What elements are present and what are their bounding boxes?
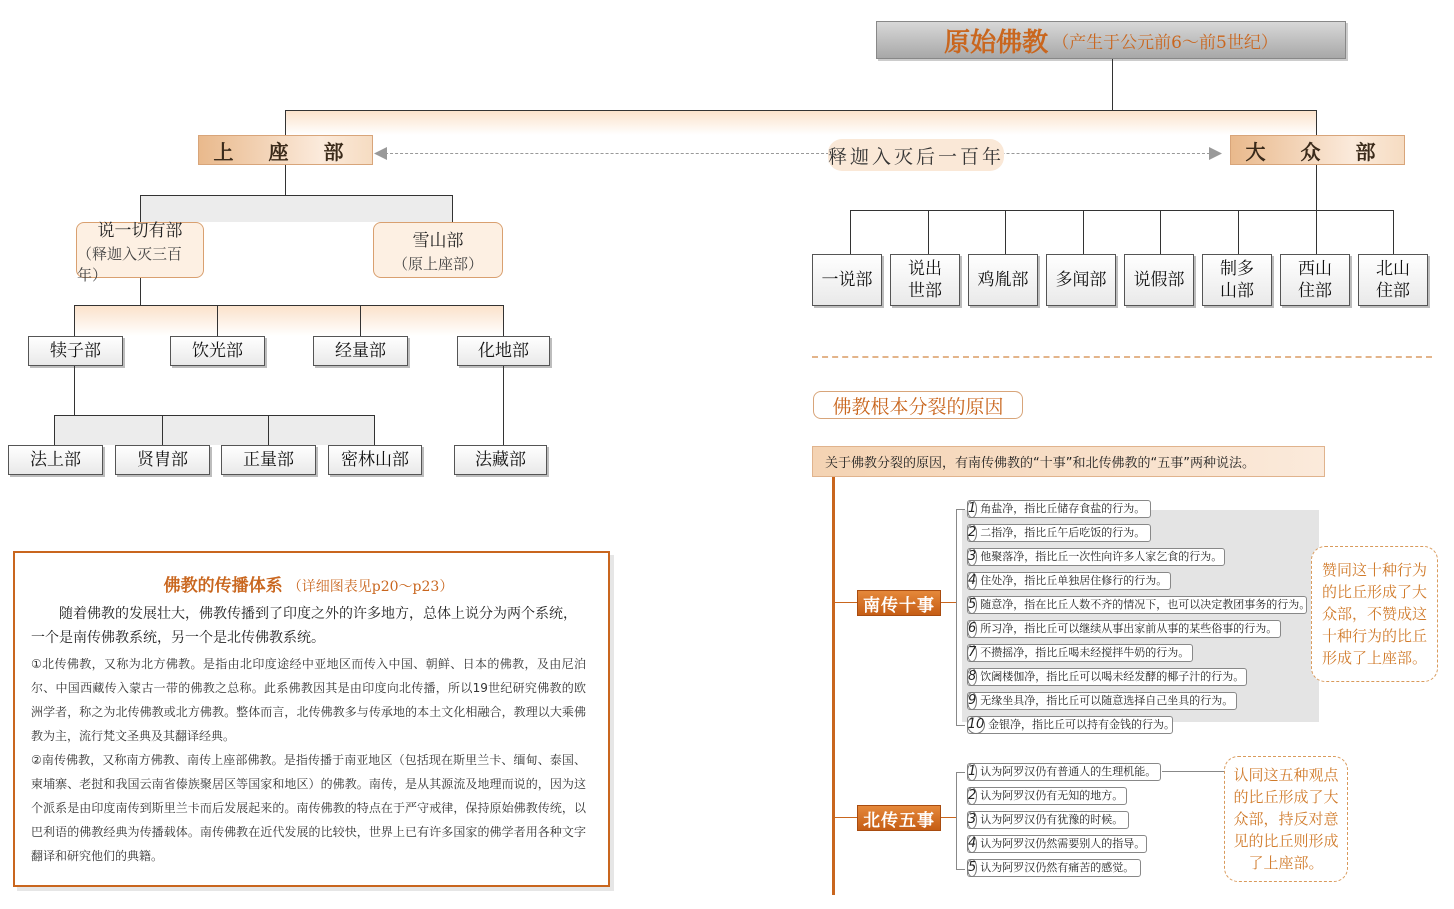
south-connector — [941, 602, 956, 603]
south-item: 6 所习净，指比丘可以继续从事出家前从事的某些俗事的行为。 — [967, 620, 1281, 638]
sammatiya-box: 正量部 — [221, 445, 316, 475]
number-badge: 2 — [968, 788, 977, 803]
connector — [850, 210, 1393, 211]
connector — [1316, 165, 1317, 210]
connector — [928, 210, 929, 254]
sautrantika-box: 经量部 — [313, 336, 408, 366]
connector — [1005, 210, 1006, 254]
info-box — [13, 551, 610, 887]
uttarasaila-box: 北山住部 — [1358, 254, 1428, 306]
south-item: 5 随意净，指在比丘人数不齐的情况下，也可以决定教团事务的行为。 — [968, 597, 1311, 612]
lokottaravada-box: 说出世部 — [890, 254, 960, 306]
split-label: 释迦入灭后一百年 — [828, 139, 1004, 171]
section-divider — [812, 356, 1432, 358]
split-arrow — [375, 153, 1220, 154]
number-badge: 2 — [968, 525, 977, 540]
connector — [1112, 59, 1113, 110]
number-badge: 1 — [968, 501, 977, 516]
connector — [452, 195, 453, 223]
sannagarika-box: 密林山部 — [328, 445, 422, 475]
haimavata-box: 雪山部 （原上座部） — [373, 222, 503, 278]
number-badge: 5 — [968, 860, 977, 875]
connector — [285, 165, 286, 195]
connector — [217, 305, 218, 336]
info-intro: 随着佛教的发展壮大，佛教传播到了印度之外的许多地方，总体上说分为两个系统，一个是南传佛教系统，另一个是北传佛教系统。 — [31, 606, 577, 646]
connector — [1238, 210, 1239, 254]
number-badge: 9 — [968, 693, 977, 708]
connector — [360, 305, 361, 336]
ekavyavaharika-box: 一说部 — [812, 254, 882, 306]
number-badge: 8 — [968, 669, 977, 684]
info-title-note: （详细图表见p20～p23） — [287, 579, 454, 595]
connector-band — [75, 306, 503, 336]
number-badge: 4 — [968, 836, 977, 851]
south-item: 2 二指净，指比丘午后吃饭的行为。 — [967, 524, 1151, 542]
south-item: 10 金银净，指比丘可以持有金钱的行为。 — [967, 717, 1175, 732]
aparasaila-box: 西山住部 — [1280, 254, 1350, 306]
number-badge: 1 — [968, 764, 977, 779]
south-label: 南传十事 — [857, 590, 941, 616]
kasyapiya-box: 饮光部 — [170, 336, 265, 366]
north-bracket — [956, 772, 965, 870]
north-connector — [941, 817, 956, 818]
connector — [74, 366, 75, 415]
number-badge: 6 — [968, 621, 977, 636]
arrow-right-icon — [1208, 147, 1222, 160]
mahisasaka-box: 化地部 — [457, 336, 550, 366]
connector — [268, 415, 269, 445]
north-item: 2 认为阿罗汉仍有无知的地方。 — [967, 787, 1127, 805]
prajnaptivada-box: 说假部 — [1124, 254, 1194, 306]
connector-band — [55, 416, 374, 445]
south-item: 8 饮阇楼伽净，指比丘可以喝未经发酵的椰子汁的行为。 — [967, 668, 1247, 686]
north-label: 北传五事 — [857, 805, 941, 831]
connector — [850, 210, 851, 254]
north-connector — [1162, 771, 1224, 772]
connector — [1083, 210, 1084, 254]
info-title: 佛教的传播体系 — [163, 576, 283, 596]
connector — [503, 305, 504, 336]
connector — [285, 110, 286, 136]
south-item: 4 住处净，指比丘单独居住修行的行为。 — [967, 572, 1171, 590]
connector — [1160, 210, 1161, 254]
caitika-box: 制多山部 — [1202, 254, 1272, 306]
mahasamghika-box: 大 众 部 — [1230, 135, 1405, 165]
north-note: 认同这五种观点的比丘形成了大众部，持反对意见的比丘则形成了上座部。 — [1224, 756, 1348, 882]
causes-spine — [832, 477, 835, 895]
north-item: 1 认为阿罗汉仍有普通人的生理机能。 — [967, 763, 1161, 781]
connector — [1316, 210, 1317, 254]
south-item: 7 不攒摇净，指比丘喝未经搅拌牛奶的行为。 — [967, 644, 1193, 662]
south-item: 9 无缘坐具净，指比丘可以随意选择自己坐具的行为。 — [967, 692, 1237, 710]
info-title-row — [31, 571, 586, 596]
root-title: 原始佛教 — [944, 27, 1049, 58]
south-connector — [835, 602, 857, 603]
root-box — [876, 21, 1346, 59]
connector — [503, 366, 504, 445]
info-north: ①北传佛教，又称为北方佛教。是指由北印度途经中亚地区而传入中国、朝鲜、日本的佛教，及由尼泊尔、中国西藏传入蒙古一带的佛教之总称。此系佛教因其是由印度向北传播，所以19世纪研究佛教的欧洲学者，称之为北传佛教或北方佛教。整体而言，北传佛教多与传承地的本土文化相融合，教理以大乘佛教为主，流行梵文圣典及其翻译经典。 — [31, 657, 586, 743]
north-item: 5 认为阿罗汉仍然有痛苦的感觉。 — [967, 859, 1141, 877]
dharmaguptaka-box: 法藏部 — [454, 445, 547, 475]
number-badge: 4 — [968, 573, 977, 588]
causes-intro: 关于佛教分裂的原因，有南传佛教的“十事”和北传佛教的“五事”两种说法。 — [812, 446, 1325, 477]
theravada-box: 上 座 部 — [198, 135, 373, 165]
south-item: 1 角盐净，指比丘储存食盐的行为。 — [967, 500, 1151, 518]
number-badge: 7 — [968, 645, 977, 660]
kukkutika-box: 鸡胤部 — [968, 254, 1038, 306]
vatsiputriya-box: 犊子部 — [28, 336, 123, 366]
bahusrutiya-box: 多闻部 — [1046, 254, 1116, 306]
root-subtitle: （产生于公元前6～前5世纪） — [1052, 32, 1278, 53]
north-item: 3 认为阿罗汉仍有犹豫的时候。 — [967, 811, 1129, 829]
dharmottariya-box: 法上部 — [8, 445, 103, 475]
connector — [1393, 210, 1394, 254]
connector — [374, 415, 375, 445]
connector-band — [286, 111, 1316, 135]
info-south: ②南传佛教，又称南方佛教、南传上座部佛教。是指传播于南亚地区（包括现在斯里兰卡、缅甸、泰国、柬埔寨、老挝和我国云南省傣族聚居区等国家和地区）的佛教。南传，是从其源流及地理而说的，因为这个派系是由印度南传到斯里兰卡而后发展起来的。南传佛教的特点在于严守戒律，保持原始佛教传统，以巴利语的佛教经典为传播载体。南传佛教在近代发展的比较快，世界上已有许多国家的佛学者用各种文字翻译和研究他们的典籍。 — [31, 753, 586, 863]
connector — [74, 305, 75, 336]
connector — [1316, 110, 1317, 136]
number-badge: 3 — [968, 549, 977, 564]
number-badge: 10 — [967, 717, 985, 732]
connector — [162, 415, 163, 445]
south-note: 赞同这十种行为的比丘形成了大众部，不赞成这十种行为的比丘形成了上座部。 — [1311, 546, 1438, 682]
south-item: 3 他聚落净，指比丘一次性向许多人家乞食的行为。 — [967, 548, 1225, 566]
bhadrayaniya-box: 贤胄部 — [115, 445, 210, 475]
sarvastivada-box: 说一切有部 （释迦入灭三百年） — [76, 222, 204, 278]
connector — [54, 415, 55, 445]
causes-heading: 佛教根本分裂的原因 — [813, 391, 1023, 419]
arrow-left-icon — [374, 147, 388, 160]
number-badge: 5 — [968, 597, 977, 612]
number-badge: 3 — [968, 812, 977, 827]
north-connector — [835, 817, 857, 818]
connector — [140, 278, 141, 305]
north-item: 4 认为阿罗汉仍然需要别人的指导。 — [968, 836, 1146, 851]
connector-band — [141, 196, 452, 222]
